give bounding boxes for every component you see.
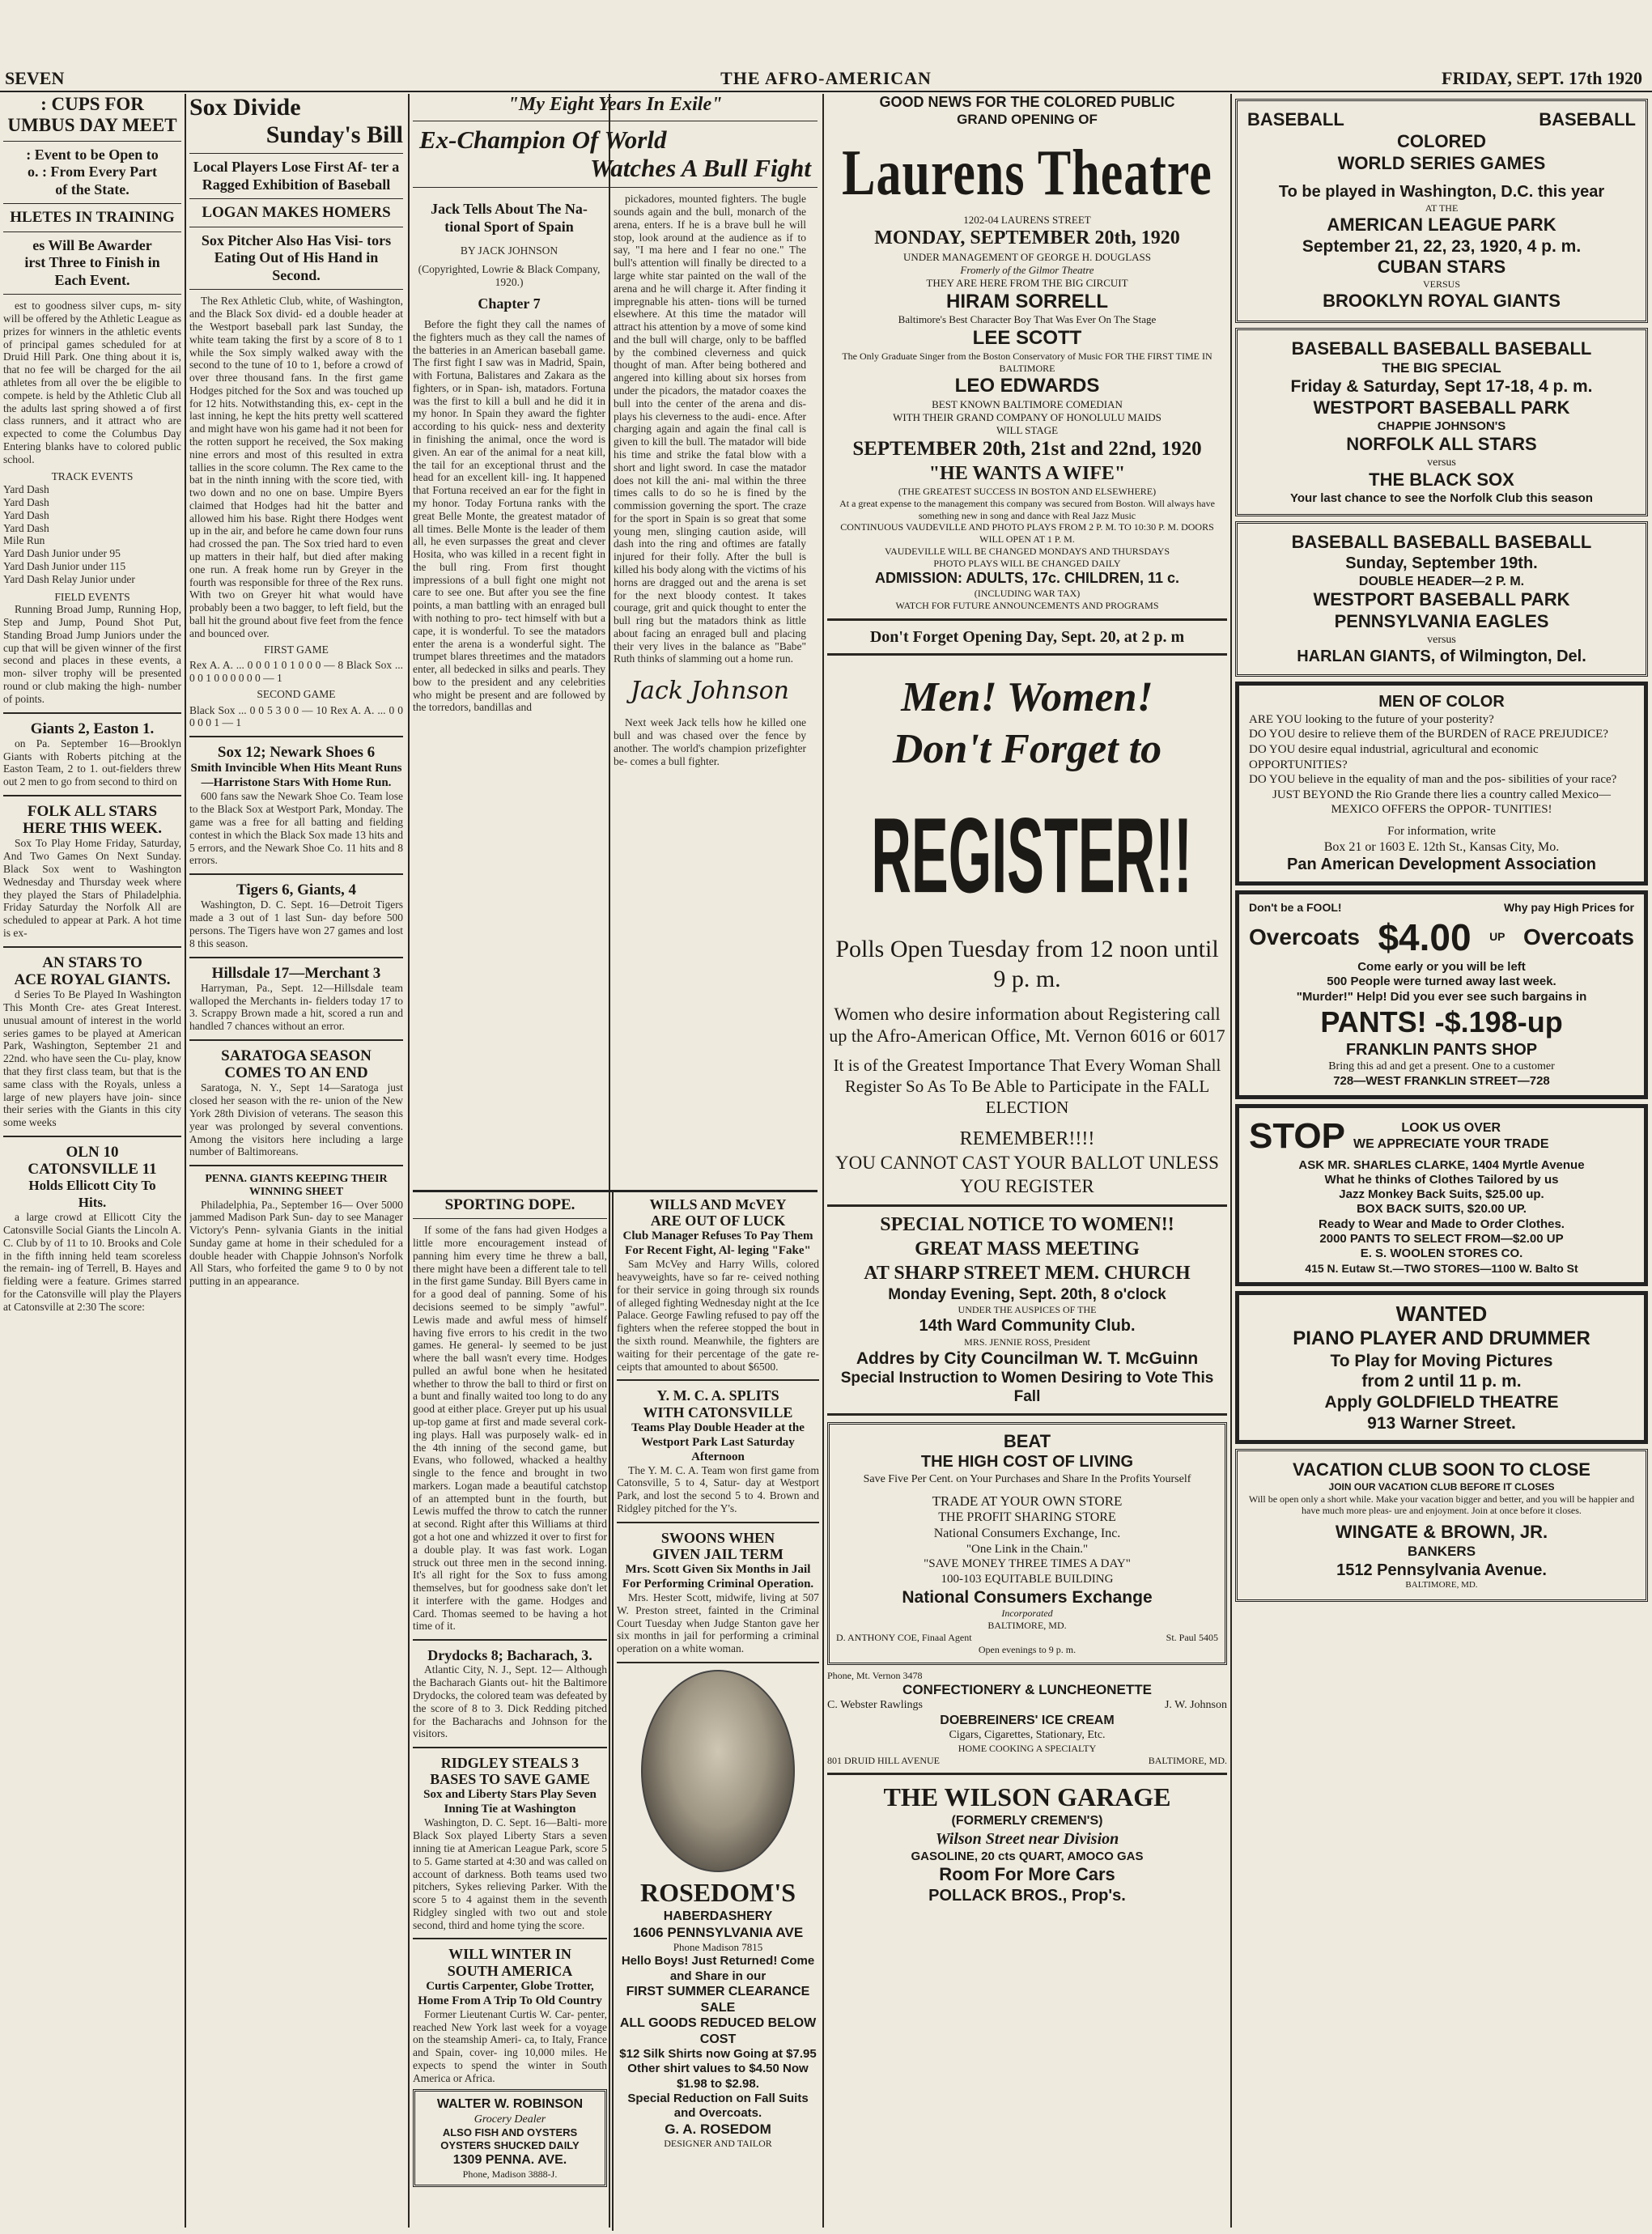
- subhead: Holds Ellicott City To: [28, 1178, 156, 1194]
- subhead: Local Players Lose First Af- ter a Ragged Exhibition of Baseball: [193, 159, 400, 193]
- headline: AN STARS TO: [42, 953, 142, 971]
- headline: HERE THIS WEEK.: [23, 820, 162, 838]
- article-body: Philadelphia, Pa., September 16— Over 5000 jammed Madison Park Sun- day to see Manager Victory's Penn- sylvania Giants in the initial Sunday game at home in their scheduled for a double header with Chappie Johnson's Norfolk All Stars, who forfeited the game 9 to 0 by not putting in an appearance.: [189, 1198, 403, 1288]
- subhead: irst Three to Finish in: [24, 254, 160, 271]
- headline: LOGAN MAKES HOMERS: [202, 204, 391, 222]
- advertisement-stop: STOP LOOK US OVER WE APPRECIATE YOUR TRADE ASK MR. SHARLES CLARKE, 1404 Myrtle Avenue What he thinks of Clothes Tailored by us Jazz Monkey Back Suits, $25.00 up. BOX BACK SUITS, $20.00 UP. Ready to Wear and Made to Order Clothes. 2000 PANTS TO SELECT FROM—$2.00 UP E. S. WOOLEN STORES CO. 415 N. Eutaw St.—TWO STORES—1100 W. Balto St: [1235, 1104, 1648, 1286]
- headline: GIVEN JAIL TERM: [652, 1545, 784, 1562]
- divider: [413, 1190, 818, 1192]
- advertisement-world-series: BASEBALL BASEBALL COLORED WORLD SERIES GAMES To be played in Washington, D.C. this year AT THE AMERICAN LEAGUE PARK September 21, 22, 23, 1920, 4 p. m. CUBAN STARS VERSUS BROOKLYN ROYAL GIANTS: [1235, 99, 1648, 323]
- advertisement-vacation-club: VACATION CLUB SOON TO CLOSE JOIN OUR VACATION CLUB BEFORE IT CLOSES Will be open only a short while. Make your vacation bigger and better, and you will be happier and have much more pleas- ure and enjoyment. Join at once before it closes. WINGATE & BROWN, JR. BANKERS 1512 Pennsylvania Avenue. BALTIMORE, MD.: [1235, 1449, 1648, 1602]
- subhead: Each Event.: [54, 271, 130, 288]
- article-body: Harryman, Pa., Sept. 12—Hillsdale team walloped the Merchants in- fielders today 17 to 3. Scrappy Brown made a hit, scored a run and handled 7 chances without an error.: [189, 981, 403, 1033]
- headline: RIDGLEY STEALS 3: [440, 1755, 580, 1772]
- headline: Sunday's Bill: [265, 121, 403, 148]
- column-rule: [612, 1191, 614, 2231]
- column-3a: [413, 1196, 607, 2231]
- headline: Tigers 6, Giants, 4: [236, 881, 356, 899]
- subhead: Teams Play Double Header at the Westport Park Last Saturday Afternoon: [631, 1421, 805, 1463]
- section-label: TRACK EVENTS: [51, 470, 134, 483]
- headline: HLETES IN TRAINING: [10, 209, 175, 227]
- section-label: SECOND GAME: [257, 687, 336, 700]
- subhead: Club Manager Refuses To Pay Them For Recent Fight, Al- leging "Fake": [622, 1230, 813, 1258]
- list-item: Yard Dash Junior under 95: [3, 547, 121, 560]
- headline: WILL WINTER IN: [448, 1946, 571, 1963]
- column-rule: [822, 94, 824, 2228]
- article-body: Running Broad Jump, Running Hop, Step and Jump, Pound Shot Put, Standing Broad Jump Juniors under the cup that will be given winner of the first second and places in these events, a mon- silver trophy will be presented round or club making the high- number of points.: [3, 603, 181, 705]
- section-label: FIELD EVENTS: [54, 590, 130, 603]
- article-body: Next week Jack tells how he killed one bull and was chased over the fence by another. The world's champion prizefighter be- comes a bull fighter.: [614, 716, 806, 767]
- headline: Ex-Champion Of World: [419, 125, 667, 154]
- advertisement-overcoats: Don't be a FOOL! Why pay High Prices for Overcoats $4.00 UP Overcoats Come early or you will be left 500 People were turned away last week. "Murder!" Help! Did you ever see such bargains in PANTS! -$.198-up FRANKLIN PANTS SHOP Bring this ad and get a present. One to a customer 728—WEST FRANKLIN STREET—728: [1235, 890, 1648, 1099]
- headline: ARE OUT OF LUCK: [650, 1213, 786, 1230]
- list-item: Yard Dash: [3, 508, 49, 521]
- headline: PENNA. GIANTS KEEPING THEIR WINNING SHEET: [205, 1173, 388, 1198]
- subhead: Mrs. Scott Given Six Months in Jail For Performing Criminal Operation.: [622, 1563, 814, 1591]
- list-item: Yard Dash: [3, 521, 49, 534]
- byline: BY JACK JOHNSON: [460, 244, 558, 257]
- column-2: [189, 94, 403, 2231]
- subhead: Curtis Carpenter, Globe Trotter, Home From A Trip To Old Country: [418, 1979, 602, 2007]
- advertisement-norfolk: BASEBALL BASEBALL BASEBALL THE BIG SPECIAL Friday & Saturday, Sept 17-18, 4 p. m. WESTPORT BASEBALL PARK CHAPPIE JOHNSON'S NORFOLK ALL STARS versus THE BLACK SOX Your last chance to see the Norfolk Club this season: [1235, 328, 1648, 517]
- headline: BASES TO SAVE GAME: [430, 1771, 590, 1788]
- article-body: d Series To Be Played In Washington This Month Cre- ates Great Interest. unusual amount of interest in the world series games to be played at American Park, Washington, September 21 and 22nd. who have seen the Cu- play, know that they first class team, but that is the same class with the Royals, unless a large of new players have join- since their series with the Giants in this city some weeks: [3, 988, 181, 1129]
- headline: "My Eight Years In Exile": [507, 94, 723, 115]
- article-body: 600 fans saw the Newark Shoe Co. Team lose to the Black Sox at Westport Park, Monday. The game was a free for all batting and fielding contest in which the Black Sox made 13 hits and 5 errors, and the Newark Shoe Co. 11 hits and 8 errors.: [189, 790, 403, 867]
- article-body: Before the fight they call the names of the fighters much as they call the names of the batteries in an American baseball game. The first fight I saw was in Madrid, Spain, with Fortuna, Balistares and Zakara as the fighters, or in Span- ish, matadors. Fortuna was the first to kill a bull and he did it in my honor. In Spain they award the fighter according to his quick- ness and dexterity in finishing the animal, once the word is given. An ear of the animal for a neat kill, the tail for an exceptional thrust and the head for an excellent kill- ing. It happened that Fortuna received an ear for the fight in my honor. Today Fortuna ranks with the great Belle Monte, the greatest matador of all times. Belle Monte is the leader of them all, he even surpasses the great and clever Hosita, who was killed in a recent fight in the bull ring. From first thought impressions of a bull fight one might not care to see one. But after you see the fine points, a man battling with an enraged bull with nothing to pro- tect himself with but a cape, it is wonderful. To see the matadors enter the arena is a wonderful sight. The trumpet blares threetimes and the matadors enter, all bedecked in silks and pearls. They bow to the president and any celebrities who might be present and are followed by the torredors, bandillas and: [413, 318, 605, 714]
- headline: SWOONS WHEN: [660, 1529, 775, 1546]
- paper-name: THE AFRO-AMERICAN: [720, 68, 932, 88]
- advertisement: WALTER W. ROBINSON Grocery Dealer ALSO FISH AND OYSTERS OYSTERS SHUCKED DAILY 1309 PENNA. AVE. Phone, Madison 3888-J.: [413, 2089, 607, 2187]
- article-body: Mrs. Hester Scott, midwife, living at 507 W. Preston street, fainted in the Criminal Court Tuesday when Judge Stanton gave her six months in jail for performing a criminal operation on a white woman.: [617, 1591, 819, 1655]
- subhead: Hits.: [78, 1194, 107, 1210]
- article-body: pickadores, mounted fighters. The bugle sounds again and the bull, monarch of the arena, enters. If he is a brave bull he will stop, look around at the audience as if to say, "I ma here and I fear no one." The bull's attention will finally be directed to a large white star painted on the wall of the arena and he will charge it. After finding it impregnable his atten- tions will be turned elsewhere. At this time the matador will attract his attention by a move of some kind and the bull will charge, only to be baffled by the combined cleverness and quick thought of man. After being bothered and angered into killing about six horses from under the picadors, the matador coaxes the bull into the center of the arena and dis- plays his cleverness to the audi- ence. After charging again and again the final call is given to kill the bull. The matador will bide his time and strike the fatal blow with a short and light sword. In case the matador does not kill the ani- mal within the three times calls to do so he is fined by the commission governing the sport. The craze for the sport in Spain is so great that some young men, slinging caution aside, will dash into the ring and oftimes are fatally injured for their folly. After the bull is killed his body along with the victims of his horns are dragged out and the arena is set for the next bloody contest. It takes courage, grit and quick thought to enter the bull ring but the matadors think as little about facing an enraged bull and placing their very lives in the balance as "Babe" Ruth thinks of slamming out a home run.: [614, 193, 806, 665]
- headline: WILLS AND McVEY: [649, 1196, 787, 1213]
- headline: : CUPS FOR: [40, 94, 144, 114]
- headline: Hillsdale 17—Merchant 3: [211, 964, 381, 982]
- masthead: [0, 68, 1652, 92]
- article-body: Saratoga, N. Y., Sept 14—Saratoga just closed her season with the re- union of the New York 28th Division of veterans. The season this year was prolonged by several conventions. Among the visitors here including a large number of Baltimoreans.: [189, 1081, 403, 1158]
- column-rule: [185, 94, 186, 2228]
- headline: CATONSVILLE 11: [28, 1161, 157, 1179]
- column-3-feature: [413, 94, 818, 1203]
- subhead: Sox and Liberty Stars Play Seven Inning Tie at Washington: [423, 1788, 597, 1816]
- column-rule: [1230, 94, 1232, 2228]
- chapter-heading: Chapter 7: [478, 295, 541, 312]
- advertiser-name: ROSEDOM'S: [639, 1878, 796, 1907]
- column-rule: [408, 94, 410, 2228]
- section-label: FIRST GAME: [264, 643, 329, 656]
- article-body: a large crowd at Ellicott City the Catonsville Social Giants the Lincoln A. C. Club by of 11 to 10. Brooks and Cole in the fifth inning held team scoreless the remain- ing of Terrell, B. Hayes and fielding were a feature. Grimes starred for the Catonsville will play the Players at Catonsville at 2:30 The score:: [3, 1211, 181, 1313]
- list-item: Yard Dash Relay Junior under: [3, 572, 135, 585]
- article-body: The Rex Athletic Club, white, of Washington, and the Black Sox divid- ed a double header at the Westport baseball park last Sunday, the white team taking the first by a score of 8 to 1 while the Sox simply walked away with the second to the tune of 10 to 1, before a crowd of over three thousand fans. In the first game Hodges pitched for the Sox and was touched up for 12 hits. Notwithstanding this, ex- cept in the last inning, he kept the hits pretty well scattered and might have won his game had it not been for the rotten support he received, the Sox making nine errors and most of this resulted in extra tallies in the score column. The Rex came to the bat in the ninth inning with the score tied, with two down and no one on base. Umpire Byers claimed that Hodges had hit the batter and allowed him his base. Right there Hodges went up in the air, and before he came down four runs had crossed the pan. The Sox tried hard to even up matters in their half, but died after making one run. A freak home run by Greyer in the fourth was responsible for three of the Rex runs. With two on Greyer hit what would have probably been a two bagger, to left field, but the ball hit the ground about five feet from the fence and bounced over.: [189, 295, 403, 639]
- register-headline: REGISTER!!: [871, 795, 1192, 915]
- list-item: Yard Dash: [3, 483, 49, 496]
- headline: FOLK ALL STARS: [27, 802, 158, 820]
- article-body: est to goodness silver cups, m- sity will be offered by the Athletic League as prizes for winners in the athletic events of principal games scheduled for at Druid Hill Park. One thing about it is, that no fee will be charged for the ail athletes from all over the be eligible to compete. is held by the Athletic Club all the adults last spring showed a of first class runners, and it attract who are expected to come the Columbus Day Entering blanks have to colored public school.: [3, 299, 181, 465]
- portrait-image: [641, 1670, 795, 1872]
- box-score: Rex A. A. ... 0 0 0 1 0 1 0 0 0 — 8 Black Sox ... 0 0 1 0 0 0 0 0 0 — 1: [189, 659, 403, 685]
- headline: SPORTING DOPE.: [444, 1196, 575, 1213]
- article-body: Sam McVey and Harry Wills, colored heavyweights, have so far re- ceived nothing for their service in going through six rounds of alleged fighting Wednesday night at the Ice Palace. George Fawling refused to pay off the fighters when the referee stopped the bout in the sixth round. Meanwhile, the fighters are waiting for their percentage of the gate re- ceipts that amounted to about $6500.: [617, 1258, 819, 1373]
- subhead: Smith Invincible When Hits Meant Runs—Harristone Stars With Home Run.: [190, 762, 402, 790]
- headline: Sox Divide: [189, 94, 301, 121]
- headline: Y. M. C. A. SPLITS: [656, 1387, 779, 1404]
- list-item: Yard Dash Junior under 115: [3, 559, 126, 572]
- headline: SOUTH AMERICA: [447, 1962, 573, 1979]
- column-1: [3, 94, 181, 2231]
- event-list: [3, 483, 181, 585]
- subhead: o. : From Every Part: [27, 164, 158, 181]
- article-body: on Pa. September 16—Brooklyn Giants with Roberts pitching at the Easton Team, 2 to 1. out-fielders threw out 2 men to go from second to third on: [3, 737, 181, 788]
- article-body: Washington, D. C. Sept. 16—Balti- more Black Sox played Liberty Stars a seven inning tie at American League Park, score 5 to 5. Game started at 4:30 and was called on account of darkness. Both teams used two pitchers, Sykes relieving Parker. With the score 5 to 4 against them in the seventh Ridgley singled with two out and stole second, third and home tying the score.: [413, 1816, 607, 1931]
- advertisement-eagles: BASEBALL BASEBALL BASEBALL Sunday, September 19th. DOUBLE HEADER—2 P. M. WESTPORT BASEBALL PARK PENNSYLVANIA EAGLES versus HARLAN GIANTS, of Wilmington, Del.: [1235, 521, 1648, 677]
- page-number: SEVEN: [5, 68, 65, 88]
- headline: Giants 2, Easton 1.: [30, 720, 155, 737]
- headline: Watches A Bull Fight: [589, 153, 811, 182]
- list-item: Yard Dash: [3, 496, 49, 509]
- headline: Sox 12; Newark Shoes 6: [217, 744, 376, 762]
- signature: Jack Johnson: [631, 677, 789, 706]
- column-5: [1235, 94, 1648, 2231]
- subhead: es Will Be Awarder: [32, 236, 152, 253]
- subhead: Jack Tells About The Na- tional Sport of Spain: [431, 201, 588, 235]
- theatre-name: Laurens Theatre: [842, 137, 1212, 209]
- article-body: If some of the fans had given Hodges a little more encouragement instead of panning him every time he threw a ball, there might have been a different tale to tell in the first game Sunday. Bill Byers came in for a good deal of panning. Some of his decisions seemed to be simply "awful". Lewis made and awful mess of himself having five errors to his credit in the two games. He general- ly seemed to be just where the ball wasn't every time. Hodges pulled an awful bone when he hesitated whether to throw the ball to third or first on a bunt and finally waited too long to do any good at either place. Greyer put up his usual up-top game at first and made several cork- ing plays. Hall was purposely walk- ed in the 4th inning of the second game, but Evans, who followed, whacked a healthy single to the fence and brought in two markers. Logan made a beautiful catchstop of an attempted bunt in the fourth, but Lewis muffed the throw to catch the runner at second. Right after this Williams at third got a hot one and whizzed it over to first for a double play. It was fast work. Logan struck out three men in the second inning. It's all right for the Sox to fuss among themselves, but for goodness sake don't let it interfere with the game. Hodges and Card. Thomas seemed to be having a hot time of it.: [413, 1224, 607, 1633]
- subhead: Sox Pitcher Also Has Visi- tors Eating Out of His Hand in Second.: [201, 231, 392, 283]
- headline: SARATOGA SEASON: [221, 1047, 372, 1064]
- column-3b: WILLS AND McVEY ARE OUT OF LUCK Club Manager Refuses To Pay Them For Recent Fight, Al- leging "Fake" Sam McVey and Harry Wills, colored heavyweights, have so far re- ceived nothing for their service in going through six rounds of alleged fighting Wednesday night at the Ice Palace. George Fawling refused to pay off the fighters when the referee stopped the bout in the sixth round. Meanwhile, the fighters are waiting for their percentage of the gate re- ceipts that amounted to about $6500. Y. M. C. A. SPLITS WITH CATONSVILLE Teams Play Double Header at the Westport Park Last Saturday Afternoon The Y. M. C. A. Team won first game from Catonsville, 5 to 4, Satur- day at Westport Park, and lost the second 5 to 4. Brown and Ridgley pitched for the Y's. SWOONS WHEN GIVEN JAIL TERM Mrs. Scott Given Six Months in Jail For Performing Criminal Operation. Mrs. Hester Scott, midwife, living at 507 W. Preston street, fainted in the Criminal Court Tuesday when Judge Stanton gave her six months in jail for performing a criminal operation on a white woman. ROSEDOM'S HABERDASHERY 1606 PENNSYLVANIA AVE Phone Madison 7815 Hello Boys! Just Returned! Come and Share in our FIRST SUMMER CLEARANCE SALE ALL GOODS REDUCED BELOW COST $12 Silk Shirts now Going at $7.95 Other shirt values to $4.50 Now $1.98 to $2.98. Special Reduction on Fall Suits and Overcoats. G. A. ROSEDOM DESIGNER AND TAILOR: [617, 1196, 819, 2150]
- advertisement: BEAT THE HIGH COST OF LIVING Save Five Per Cent. on Your Purchases and Share In the Profits Yourself TRADE AT YOUR OWN STORE THE PROFIT SHARING STORE National Consumers Exchange, Inc. "One Link in the Chain." "SAVE MONEY THREE TIMES A DAY" 100-103 EQUITABLE BUILDING National Consumers Exchange Incorporated BALTIMORE, MD. D. ANTHONY COE, Finaal Agent St. Paul 5405 Open evenings to 9 p. m.: [827, 1422, 1227, 1665]
- headline: ACE ROYAL GIANTS.: [14, 970, 171, 988]
- list-item: Mile Run: [3, 534, 45, 547]
- subhead: of the State.: [55, 181, 130, 197]
- headline: OLN 10: [66, 1143, 119, 1161]
- advertisement-wanted: WANTED PIANO PLAYER AND DRUMMER To Play for Moving Pictures from 2 until 11 p. m. Apply GOLDFIELD THEATRE 913 Warner Street.: [1235, 1291, 1648, 1444]
- article-body: Atlantic City, N. J., Sept. 12— Although the Bacharach Giants out- hit the Baltimore Drydocks, the colored team was defeated by the score of 8 to 3. Dick Redding pitched for the Bacharachs and Johnson for the visitors.: [413, 1663, 607, 1740]
- subhead: : Event to be Open to: [26, 146, 159, 163]
- article-body: Washington, D. C. Sept. 16—Detroit Tigers made a 3 out of 1 last Sun- day before 500 persons. The Tigers have won 27 games and lost 8 this season.: [189, 898, 403, 949]
- issue-date: FRIDAY, SEPT. 17th 1920: [1442, 68, 1642, 88]
- advertisement-men-of-color: MEN OF COLOR ARE YOU looking to the future of your posterity? DO YOU desire to relieve them of the BURDEN of RACE PREJUDICE? DO YOU desire equal industrial, agricultural and economic OPPORTUNITIES? DO YOU believe in the equality of man and the pos- sibilities of your race? JUST BEYOND the Rio Grande there lies a country called Mexico—MEXICO OFFERS the OPPOR- TUNITIES! For information, write Box 21 or 1603 E. 12th St., Kansas City, Mo. Pan American Development Association: [1235, 682, 1648, 885]
- article-body: Former Lieutenant Curtis W. Car- penter, reached New York last week for a voyage on the steamship Ameri- ca, to Italy, France and Spain, cover- ing 10,000 miles. He expects to spend the winter in South America or Africa.: [413, 2007, 607, 2084]
- article-body: Sox To Play Home Friday, Saturday, And Two Games On Next Sunday. Black Sox went to Washington Wednesday and Thursday week where they played the Stars of Philadelphia. Friday Saturday the Norfolk All are scheduled to appear at Park. A hot time is ex-: [3, 837, 181, 939]
- column-4: GOOD NEWS FOR THE COLORED PUBLIC GRAND OPENING OF Laurens Theatre 1202-04 LAURENS STREET MONDAY, SEPTEMBER 20th, 1920 UNDER MANAGEMENT OF GEORGE H. DOUGLASS Fromerly of the Gilmor Theatre THEY ARE HERE FROM THE BIG CIRCUIT HIRAM SORRELL Baltimore's Best Character Boy That Was Ever On The Stage LEE SCOTT The Only Graduate Singer from the Boston Conservatory of Music FOR THE FIRST TIME IN BALTIMORE LEO EDWARDS BEST KNOWN BALTIMORE COMEDIAN WITH THEIR GRAND COMPANY OF HONOLULU MAIDS WILL STAGE SEPTEMBER 20th, 21st and 22nd, 1920 "HE WANTS A WIFE" (THE GREATEST SUCCESS IN BOSTON AND ELSEWHERE) At a great expense to the management this company was secured from Boston. Will always have something new in song and dance with Real Jazz Music CONTINUOUS VAUDEVILLE AND PHOTO PLAYS FROM 2 P. M. TO 10:30 P. M. DOORS WILL OPEN AT 1 P. M. VAUDEVILLE WILL BE CHANGED MONDAYS AND THURSDAYS PHOTO PLAYS WILL BE CHANGED DAILY ADMISSION: ADULTS, 17c. CHILDREN, 11 c. (INCLUDING WAR TAX) WATCH FOR FUTURE ANNOUNCEMENTS AND PROGRAMS Don't Forget Opening Day, Sept. 20, at 2 p. m Men! Women! Don't Forget to REGISTER!! Polls Open Tuesday from 12 noon until 9 p. m. Women who desire information about Registering call up the Afro-American Office, Mt. Vernon 6016 or 6017 It is of the Greatest Importance That Every Woman Shall Register So As To Be Able to Participate in the FALL ELECTION REMEMBER!!!! YOU CANNOT CAST YOUR BALLOT UNLESS YOU REGISTER SPECIAL NOTICE TO WOMEN!! GREAT MASS MEETING AT SHARP STREET MEM. CHURCH Monday Evening, Sept. 20th, 8 o'clock UNDER THE AUSPICES OF THE 14th Ward Community Club. MRS. JENNIE ROSS, President Addres by City Councilman W. T. McGuinn Special Instruction to Women Desiring to Vote This Fall BEAT THE HIGH COST OF LIVING Save Five Per Cent. on Your Purchases and Share In the Profits Yourself TRADE AT YOUR OWN STORE THE PROFIT SHARING STORE National Consumers Exchange, Inc. "One Link in the Chain." "SAVE MONEY THREE TIMES A DAY" 100-103 EQUITABLE BUILDING National Consumers Exchange Incorporated BALTIMORE, MD. D. ANTHONY COE, Finaal Agent St. Paul 5405 Open evenings to 9 p. m. Phone, Mt. Vernon 3478 CONFECTIONERY & LUNCHEONETTE C. Webster Rawlings J. W. Johnson DOEBREINERS' ICE CREAM Cigars, Cigarettes, Stationary, Etc. HOME COOKING A SPECIALTY 801 DRUID HILL AVENUE BALTIMORE, MD. THE WILSON GARAGE (FORMERLY CREMEN'S) Wilson Street near Division GASOLINE, 20 cts QUART, AMOCO GAS Room For More Cars POLLACK BROS., Prop's.: [827, 94, 1227, 1905]
- headline: WITH CATONSVILLE: [643, 1404, 793, 1421]
- headline: Drydocks 8; Bacharach, 3.: [427, 1647, 592, 1664]
- article-body: The Y. M. C. A. Team won first game from Catonsville, 5 to 4, Satur- day at Westport Park, and lost the second 5 to 4. Brown and Ridgley pitched for the Y's.: [617, 1463, 819, 1514]
- headline: UMBUS DAY MEET: [7, 114, 177, 135]
- box-score: Black Sox ... 0 0 5 3 0 0 — 10 Rex A. A. ... 0 0 0 0 0 1 — 1: [189, 703, 403, 729]
- copyright: (Copyrighted, Lowrie & Black Company, 1920.): [418, 263, 601, 289]
- headline: COMES TO AN END: [224, 1064, 368, 1082]
